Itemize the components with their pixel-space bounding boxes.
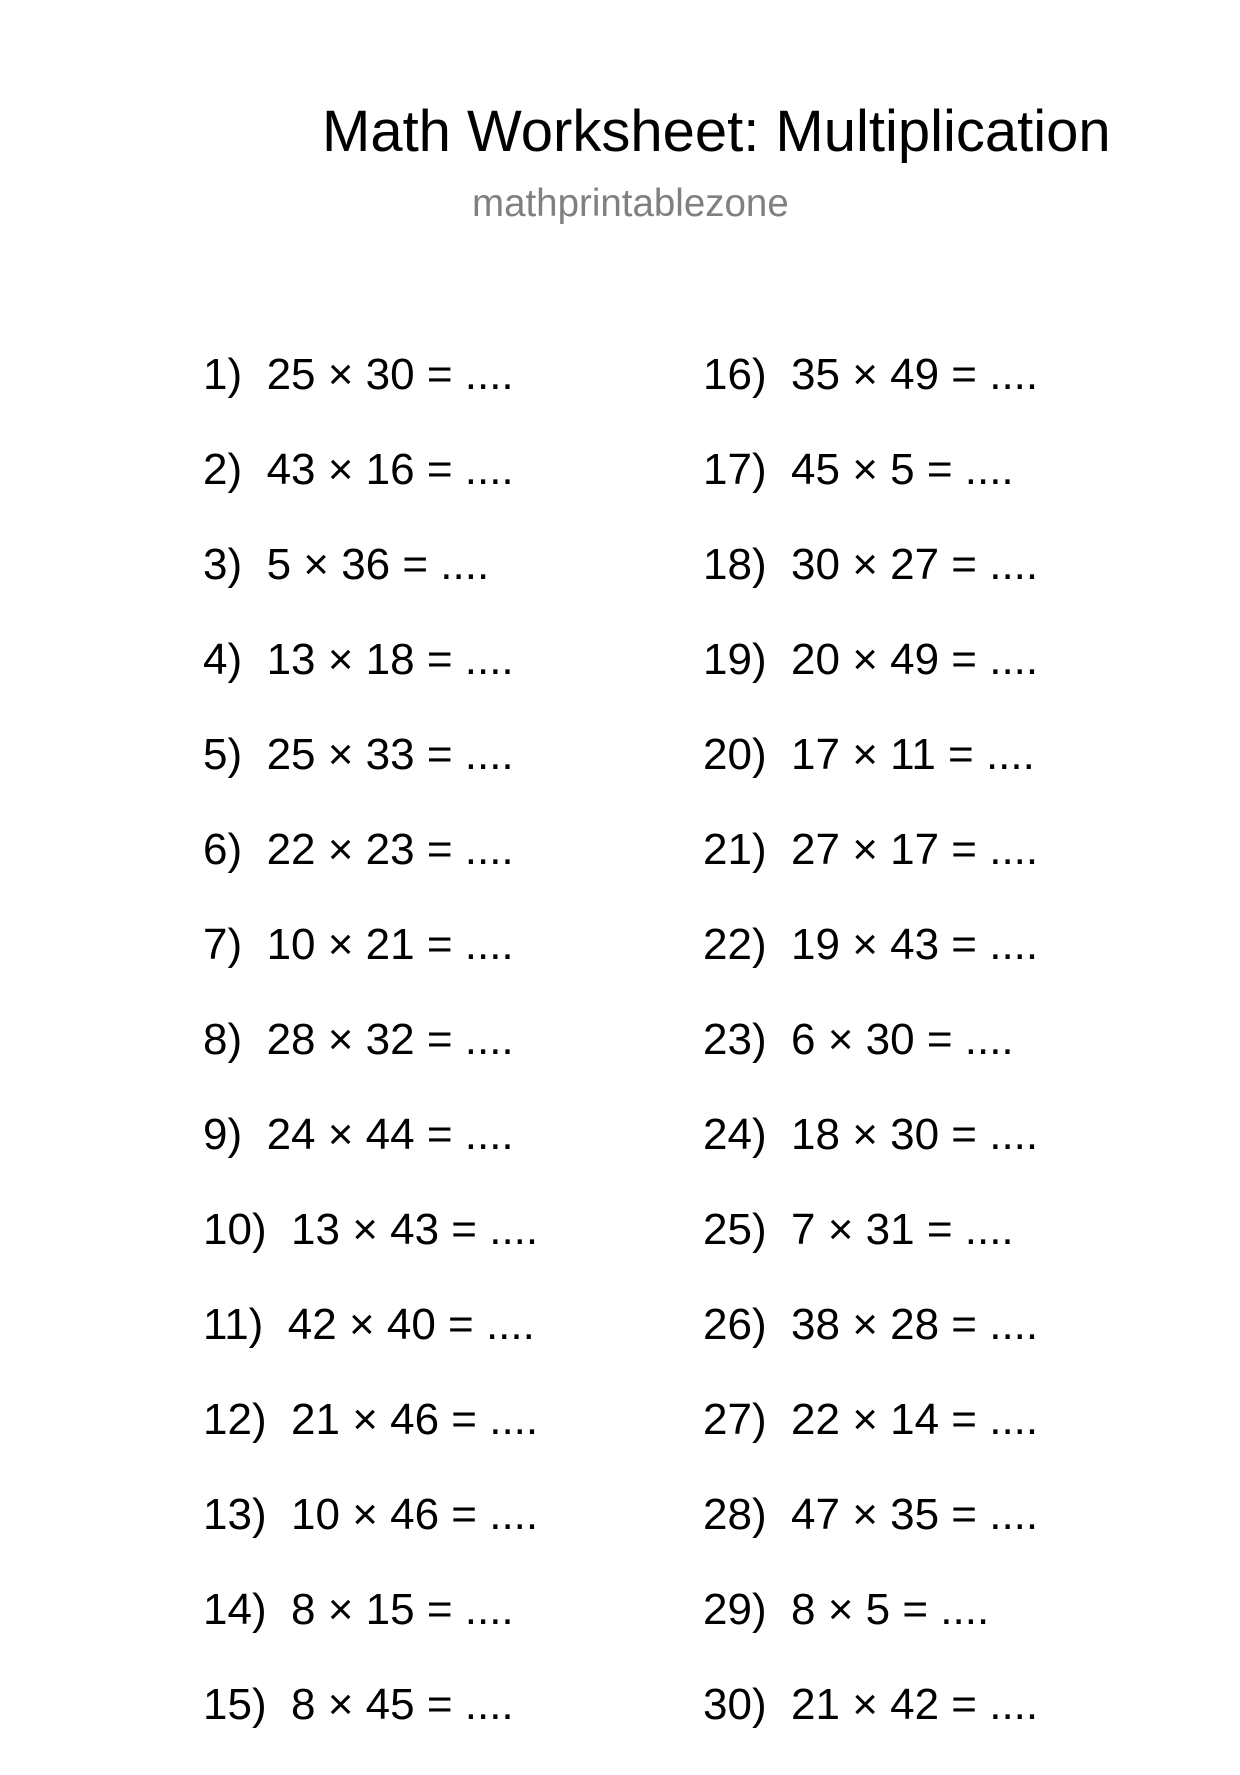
- problem-expression: 8 × 45 = ....: [291, 1680, 514, 1729]
- worksheet-title: Math Worksheet: Multiplication: [322, 99, 1111, 164]
- problem-item: [203, 540, 538, 635]
- problem-expression: 20 × 49 = ....: [791, 635, 1039, 684]
- problem-item: [703, 445, 1038, 540]
- problem-number: 27): [703, 1395, 767, 1444]
- problem-item: [203, 1395, 538, 1490]
- problem-expression: 21 × 42 = ....: [791, 1680, 1039, 1729]
- problem-item: [203, 635, 538, 730]
- problem-item: [203, 1205, 538, 1300]
- problem-item: [703, 1680, 1038, 1775]
- problem-number: 12): [203, 1395, 267, 1444]
- problem-number: 9): [203, 1110, 243, 1159]
- problem-number: 25): [703, 1205, 767, 1254]
- problem-column-left: [203, 350, 538, 1775]
- problem-item: [703, 635, 1038, 730]
- problem-item: [203, 1015, 538, 1110]
- problem-expression: 47 × 35 = ....: [791, 1490, 1039, 1539]
- problem-number: 24): [703, 1110, 767, 1159]
- problem-expression: 22 × 14 = ....: [791, 1395, 1039, 1444]
- problem-expression: 13 × 18 = ....: [266, 635, 514, 684]
- problem-number: 21): [703, 825, 767, 874]
- problem-expression: 17 × 11 = ....: [791, 730, 1035, 779]
- problem-number: 19): [703, 635, 767, 684]
- problem-number: 1): [203, 350, 243, 399]
- problem-number: 23): [703, 1015, 767, 1064]
- problem-item: [203, 1110, 538, 1205]
- problem-number: 16): [703, 350, 767, 399]
- problem-item: [203, 730, 538, 825]
- problem-item: [203, 350, 538, 445]
- problem-expression: 13 × 43 = ....: [291, 1205, 539, 1254]
- problem-number: 15): [203, 1680, 267, 1729]
- problem-number: 29): [703, 1585, 767, 1634]
- problem-number: 5): [203, 730, 243, 779]
- problem-expression: 7 × 31 = ....: [791, 1205, 1014, 1254]
- problem-expression: 22 × 23 = ....: [266, 825, 514, 874]
- problem-expression: 5 × 36 = ....: [266, 540, 490, 589]
- worksheet-source: mathprintablezone: [472, 182, 789, 225]
- problem-number: 26): [703, 1300, 767, 1349]
- problem-number: 28): [703, 1490, 767, 1539]
- problem-number: 30): [703, 1680, 767, 1729]
- problem-expression: 42 × 40 = ....: [287, 1300, 535, 1349]
- problem-expression: 35 × 49 = ....: [791, 350, 1039, 399]
- problem-number: 8): [203, 1015, 243, 1064]
- problem-item: [703, 1110, 1038, 1205]
- problem-expression: 18 × 30 = ....: [791, 1110, 1039, 1159]
- problem-expression: 8 × 5 = ....: [791, 1585, 990, 1634]
- problem-item: [203, 1490, 538, 1585]
- problem-item: [203, 920, 538, 1015]
- problem-expression: 45 × 5 = ....: [791, 445, 1014, 494]
- problem-item: [203, 825, 538, 920]
- problem-item: [703, 1205, 1038, 1300]
- problem-expression: 21 × 46 = ....: [291, 1395, 539, 1444]
- problem-item: [703, 1490, 1038, 1585]
- problem-number: 2): [203, 445, 243, 494]
- problem-item: [203, 1300, 538, 1395]
- problem-number: 6): [203, 825, 243, 874]
- problem-expression: 19 × 43 = ....: [791, 920, 1039, 969]
- problem-number: 14): [203, 1585, 267, 1634]
- problem-number: 7): [203, 920, 243, 969]
- problem-expression: 43 × 16 = ....: [266, 445, 514, 494]
- problem-expression: 28 × 32 = ....: [266, 1015, 514, 1064]
- problem-item: [703, 825, 1038, 920]
- problem-number: 20): [703, 730, 767, 779]
- problem-expression: 24 × 44 = ....: [266, 1110, 514, 1159]
- problem-item: [703, 920, 1038, 1015]
- problem-item: [703, 350, 1038, 445]
- problem-item: [703, 1300, 1038, 1395]
- problem-number: 17): [703, 445, 767, 494]
- problem-item: [203, 1680, 538, 1775]
- problem-expression: 27 × 17 = ....: [791, 825, 1039, 874]
- problem-expression: 10 × 46 = ....: [291, 1490, 539, 1539]
- problem-item: [203, 1585, 538, 1680]
- problem-expression: 6 × 30 = ....: [791, 1015, 1014, 1064]
- problem-number: 11): [203, 1300, 264, 1349]
- problem-expression: 38 × 28 = ....: [791, 1300, 1039, 1349]
- problem-number: 22): [703, 920, 767, 969]
- problem-expression: 25 × 33 = ....: [266, 730, 514, 779]
- problem-item: [703, 1395, 1038, 1490]
- problem-column-right: [703, 350, 1038, 1775]
- problem-item: [203, 445, 538, 540]
- problem-number: 13): [203, 1490, 267, 1539]
- problem-item: [703, 1015, 1038, 1110]
- problem-item: [703, 1585, 1038, 1680]
- problem-expression: 25 × 30 = ....: [266, 350, 514, 399]
- problem-number: 3): [203, 540, 243, 589]
- problem-expression: 10 × 21 = ....: [266, 920, 514, 969]
- problem-item: [703, 540, 1038, 635]
- problem-expression: 30 × 27 = ....: [791, 540, 1039, 589]
- problem-expression: 8 × 15 = ....: [291, 1585, 514, 1634]
- problem-number: 18): [703, 540, 767, 589]
- problem-number: 4): [203, 635, 243, 684]
- problem-number: 10): [203, 1205, 267, 1254]
- problem-item: [703, 730, 1038, 825]
